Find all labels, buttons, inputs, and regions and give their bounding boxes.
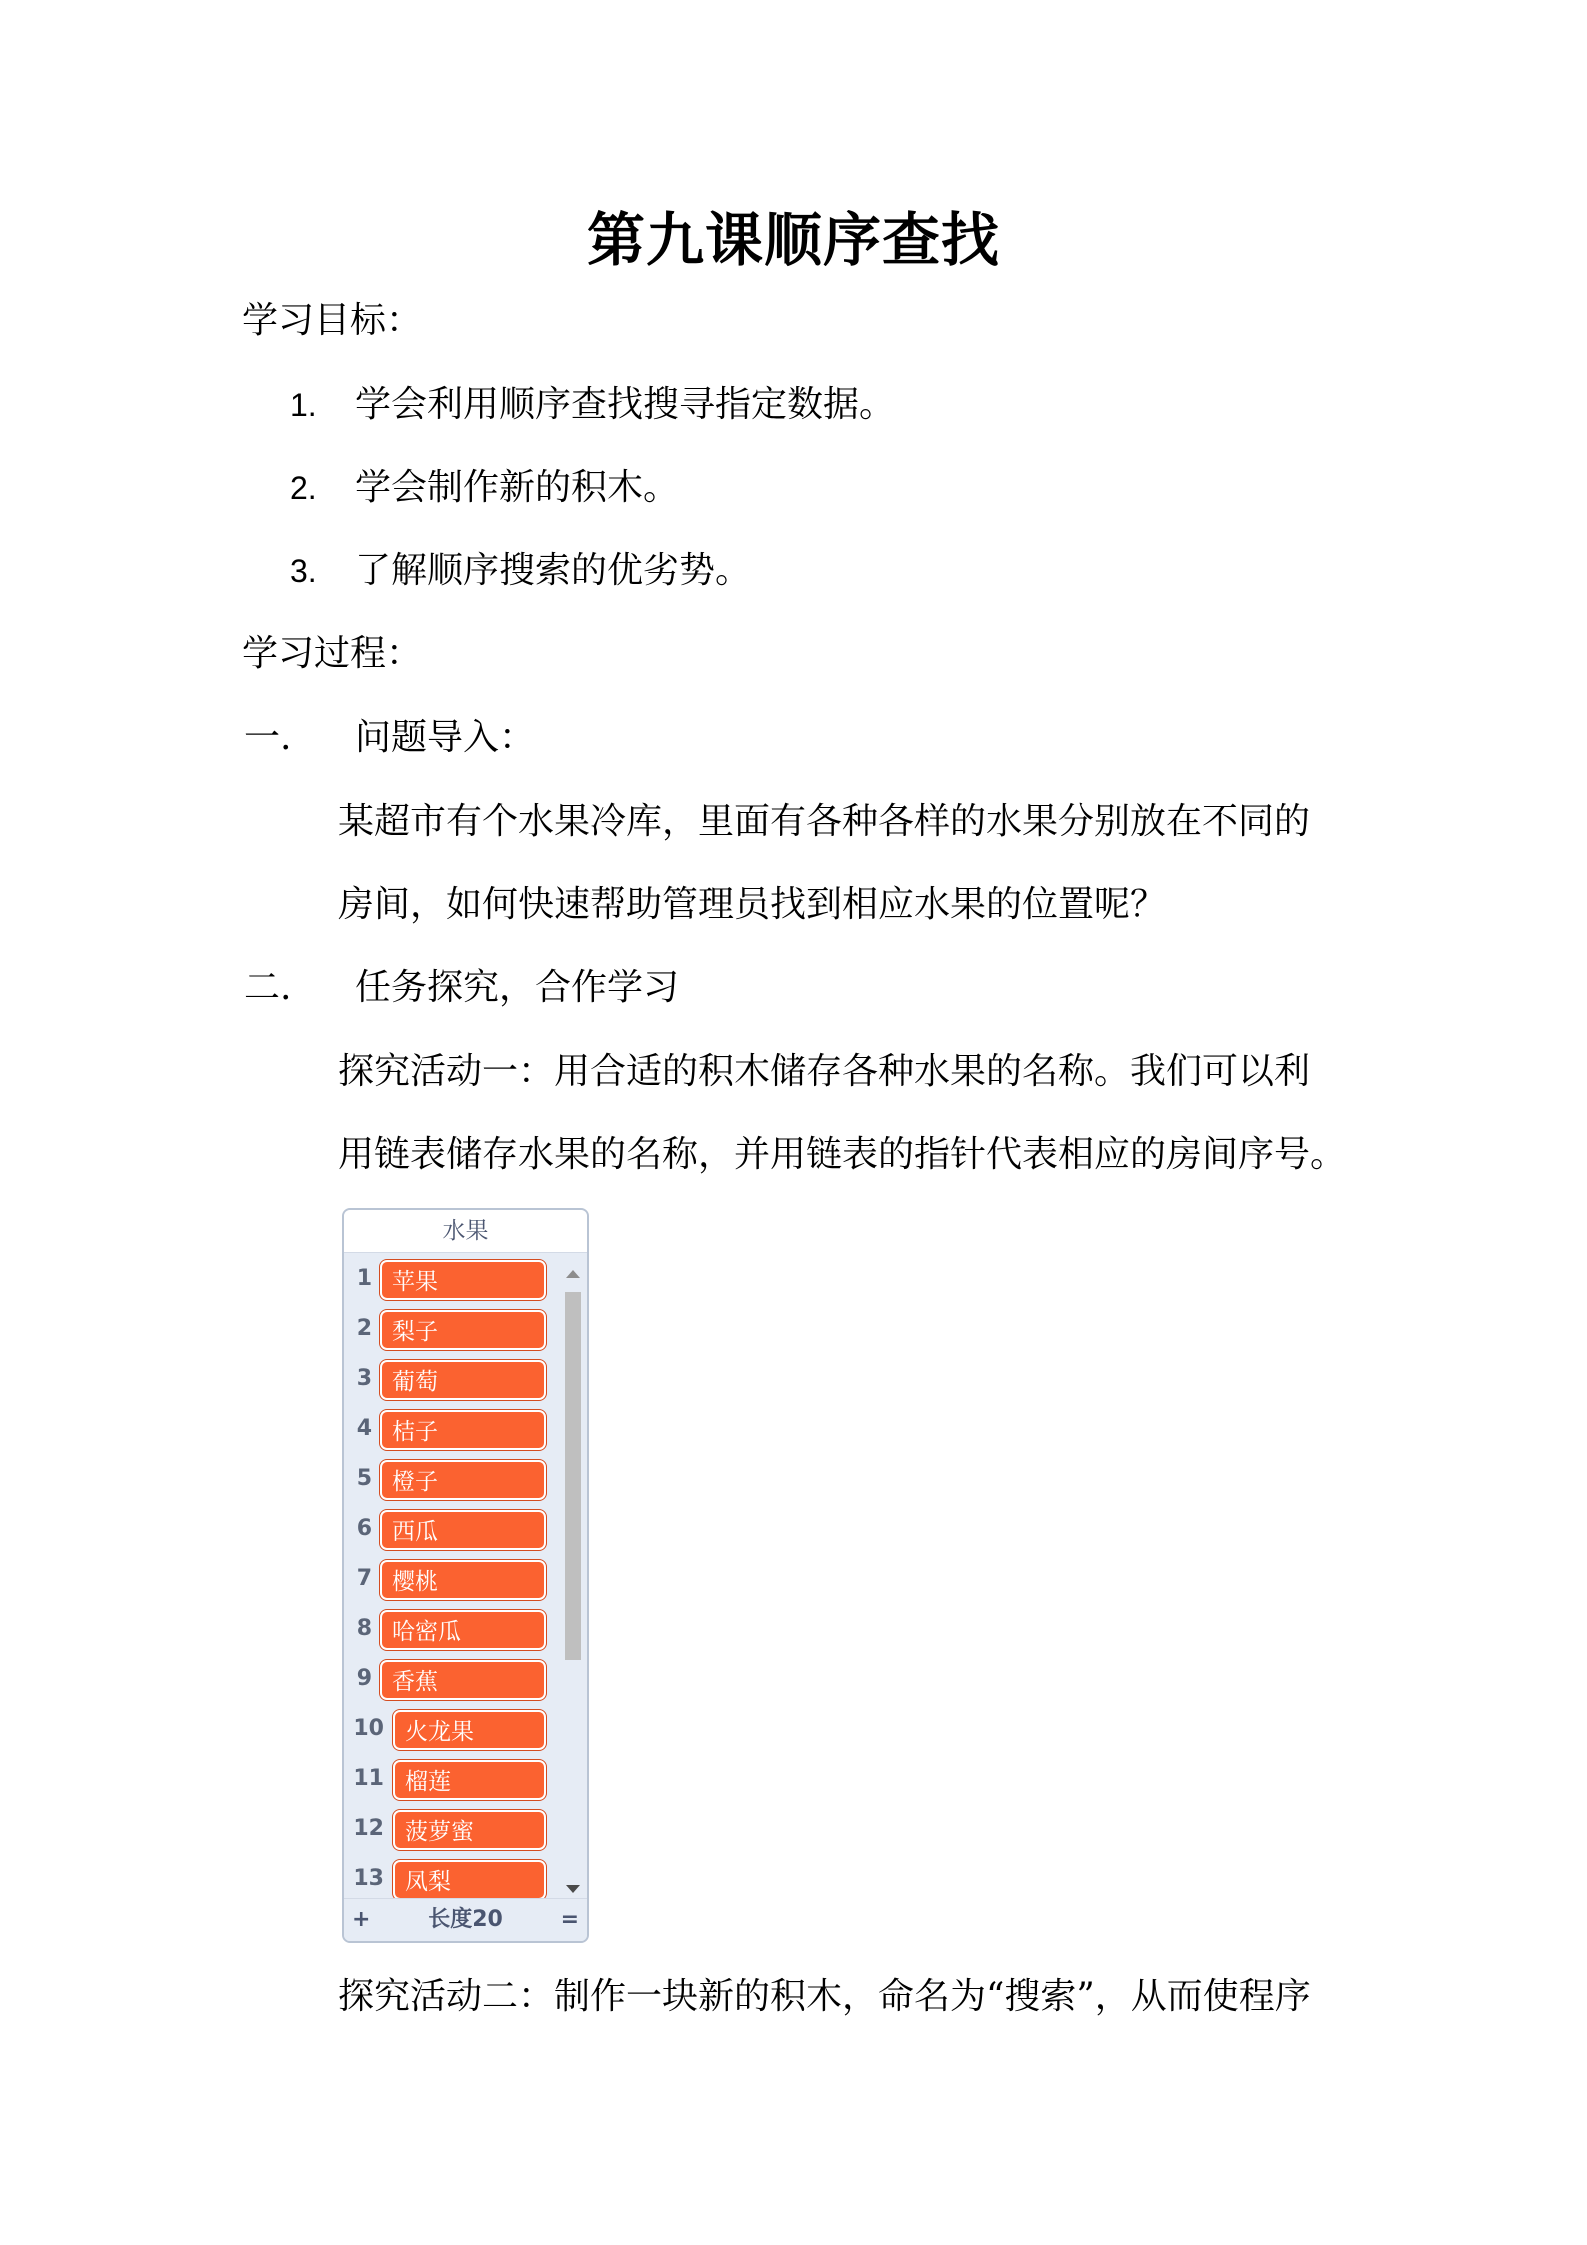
list-item-value[interactable]: 哈密瓜 <box>380 1610 546 1650</box>
list-item-value[interactable]: 菠萝蜜 <box>393 1810 546 1850</box>
paragraph-line: 探究活动二：制作一块新的积木，命名为“搜索”，从而使程序 <box>338 1976 1311 2017</box>
list-item-value[interactable]: 火龙果 <box>393 1710 546 1750</box>
list-item-value[interactable]: 橙子 <box>380 1460 546 1500</box>
list-item <box>344 1354 560 1404</box>
list-monitor-title: 水果 <box>344 1210 587 1253</box>
scroll-thumb[interactable] <box>565 1292 581 1660</box>
list-item <box>344 1754 560 1804</box>
objectives-heading: 学习目标： <box>242 300 423 341</box>
list-item <box>344 1854 560 1904</box>
objective-number: 3. <box>290 553 317 589</box>
list-item-index: 6 <box>356 1516 372 1541</box>
list-monitor-items[interactable] <box>344 1254 560 1899</box>
list-item-index: 5 <box>356 1466 372 1491</box>
list-item-value[interactable]: 梨子 <box>380 1310 546 1350</box>
objective-text: 学会利用顺序查找搜寻指定数据。 <box>355 384 896 425</box>
section-heading: 任务探究，合作学习 <box>355 967 680 1008</box>
objective-number: 1. <box>290 387 317 423</box>
objective-text: 了解顺序搜索的优劣势。 <box>355 550 752 591</box>
list-item-index: 12 <box>353 1816 384 1841</box>
list-item <box>344 1804 560 1854</box>
list-item-value[interactable]: 凤梨 <box>393 1860 546 1900</box>
list-item-index: 10 <box>353 1716 384 1741</box>
list-item <box>344 1254 560 1304</box>
page-title: 第九课顺序查找 <box>586 206 1000 274</box>
paragraph-line: 用链表储存水果的名称，并用链表的指针代表相应的房间序号。 <box>338 1134 1347 1175</box>
list-item-index: 3 <box>356 1366 372 1391</box>
list-item <box>344 1654 560 1704</box>
paragraph-line: 某超市有个水果冷库，里面有各种各样的水果分别放在不同的 <box>338 801 1311 842</box>
list-item <box>344 1604 560 1654</box>
list-item-index: 11 <box>353 1766 384 1791</box>
list-item <box>344 1554 560 1604</box>
process-heading: 学习过程： <box>242 633 423 674</box>
list-item-index: 2 <box>356 1316 372 1341</box>
list-item-index: 4 <box>356 1416 372 1441</box>
list-item-value[interactable]: 榴莲 <box>393 1760 546 1800</box>
objective-text: 学会制作新的积木。 <box>355 467 680 508</box>
list-item <box>344 1404 560 1454</box>
list-item-value[interactable]: 西瓜 <box>380 1510 546 1550</box>
list-item-index: 13 <box>353 1866 384 1891</box>
list-monitor <box>342 1208 589 1943</box>
paragraph-line: 房间，如何快速帮助管理员找到相应水果的位置呢？ <box>338 884 1167 925</box>
list-item-index: 8 <box>356 1616 372 1641</box>
list-monitor-footer <box>344 1898 587 1941</box>
scroll-down-arrow-icon[interactable] <box>566 1885 580 1893</box>
resize-handle-icon[interactable]: = <box>560 1907 579 1932</box>
list-item-value[interactable]: 桔子 <box>380 1410 546 1450</box>
section-number: 一. <box>244 717 292 758</box>
paragraph-line: 探究活动一：用合适的积木储存各种水果的名称。我们可以利 <box>338 1051 1311 1092</box>
add-item-button[interactable]: + <box>352 1907 371 1932</box>
list-item <box>344 1304 560 1354</box>
list-scrollbar[interactable] <box>560 1254 587 1899</box>
list-item <box>344 1454 560 1504</box>
list-item-value[interactable]: 樱桃 <box>380 1560 546 1600</box>
list-item <box>344 1704 560 1754</box>
scroll-up-arrow-icon[interactable] <box>566 1270 580 1278</box>
objective-number: 2. <box>290 470 317 506</box>
section-heading: 问题导入： <box>355 717 536 758</box>
section-number: 二. <box>244 967 292 1008</box>
list-item-index: 9 <box>356 1666 372 1691</box>
list-item-value[interactable]: 香蕉 <box>380 1660 546 1700</box>
list-item-value[interactable]: 葡萄 <box>380 1360 546 1400</box>
list-length-label: 长度20 <box>428 1907 503 1932</box>
list-item-value[interactable]: 苹果 <box>380 1260 546 1300</box>
list-item-index: 1 <box>356 1266 372 1291</box>
list-item-index: 7 <box>356 1566 372 1591</box>
list-item <box>344 1504 560 1554</box>
